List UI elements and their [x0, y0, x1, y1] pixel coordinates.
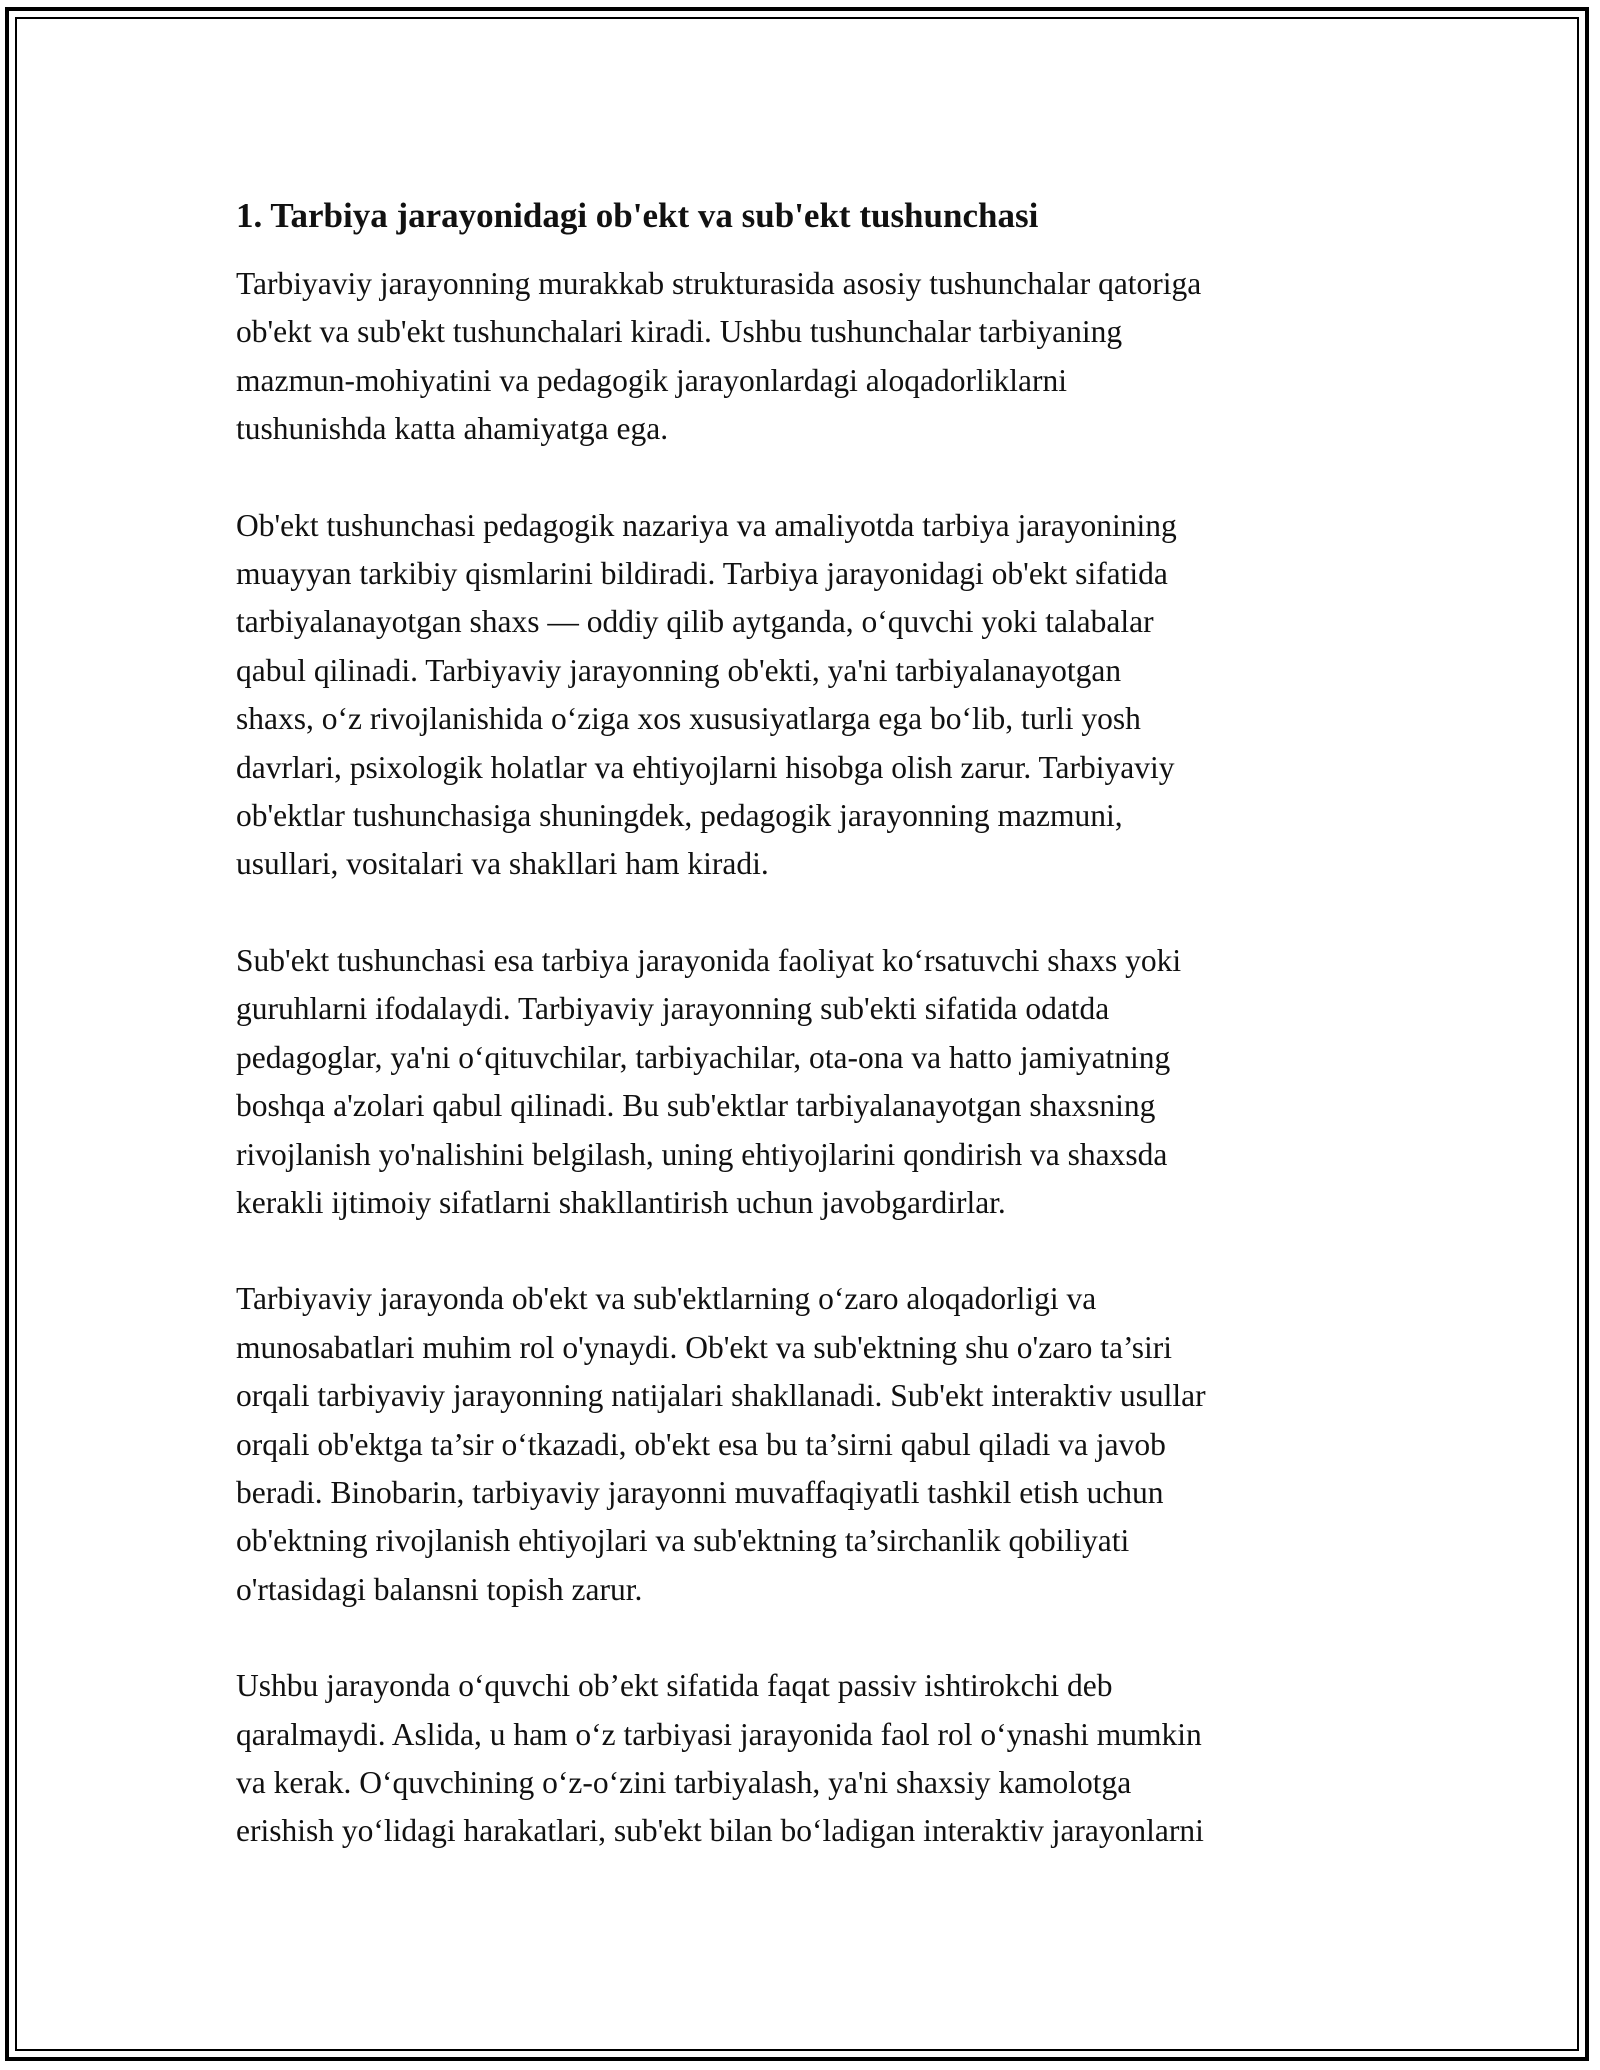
section-heading: 1. Tarbiya jarayonidagi ob'ekt va sub'ekt tushunchasi	[236, 196, 1039, 235]
paragraph-intro: Tarbiyaviy jarayonning murakkab strukturasida asosiy tushunchalar qatoriga ob'ekt va sub'ekt tushunchalari kiradi. Ushbu tushunchalar tarbiyaning mazmun-mohiyatini va pedagogik jarayonlardagi aloqadorliklarni tushunishda katta ahamiyatga ega.	[236, 266, 1202, 447]
document-body	[236, 188, 1366, 1856]
paragraph-student-role: Ushbu jarayonda o‘quvchi ob’ekt sifatida faqat passiv ishtirokchi deb qaralmaydi. Aslida, u ham o‘z tarbiyasi jarayonida faol rol o‘ynashi mumkin va kerak. O‘quvchining o‘z-o‘zini tarbiyalash, ya'ni shaxsiy kamolotga erishish yo‘lidagi harakatlari, sub'ekt bilan bo‘ladigan interaktiv jarayonlarni	[236, 1668, 1204, 1849]
paragraph-interaction: Tarbiyaviy jarayonda ob'ekt va sub'ektlarning o‘zaro aloqadorligi va munosabatlari muhim rol o'ynaydi. Ob'ekt va sub'ektning shu o'zaro ta’siri orqali tarbiyaviy jarayonning natijalari shakllanadi. Sub'ekt interaktiv usullar orqali ob'ektga ta’sir o‘tkazadi, ob'ekt esa bu ta’sirni qabul qiladi va javob beradi. Binobarin, tarbiyaviy jarayonni muvaffaqiyatli tashkil etish uchun ob'ektning rivojlanish ehtiyojlari va sub'ektning ta’sirchanlik qobiliyati o'rtasidagi balansni topish zarur.	[236, 1281, 1206, 1607]
paragraph-subject-concept: Sub'ekt tushunchasi esa tarbiya jarayonida faoliyat ko‘rsatuvchi shaxs yoki guruhlarni ifodalaydi. Tarbiyaviy jarayonning sub'ekti sifatida odatda pedagoglar, ya'ni o‘qituvchilar, tarbiyachilar, ota-ona va hatto jamiyatning boshqa a'zolari qabul qilinadi. Bu sub'ektlar tarbiyalanayotgan shaxsning rivojlanish yo'nalishini belgilash, uning ehtiyojlarini qondirish va shaxsda kerakli ijtimoiy sifatlarni shakllantirish uchun javobgardirlar.	[236, 942, 1182, 1220]
paragraph-object-concept: Ob'ekt tushunchasi pedagogik nazariya va amaliyotda tarbiya jarayonining muayyan tarkibiy qismlarini bildiradi. Tarbiya jarayonidagi ob'ekt sifatida tarbiyalanayotgan shaxs — oddiy qilib aytganda, o‘quvchi yoki talabalar qabul qilinadi. Tarbiyaviy jarayonning ob'ekti, ya'ni tarbiyalanayotgan shaxs, o‘z rivojlanishida o‘ziga xos xususiyatlarga ega bo‘lib, turli yosh davrlari, psixologik holatlar va ehtiyojlarni hisobga olish zarur. Tarbiyaviy ob'ektlar tushunchasiga shuningdek, pedagogik jarayonning mazmuni, usullari, vositalari va shakllari ham kiradi.	[236, 507, 1177, 882]
